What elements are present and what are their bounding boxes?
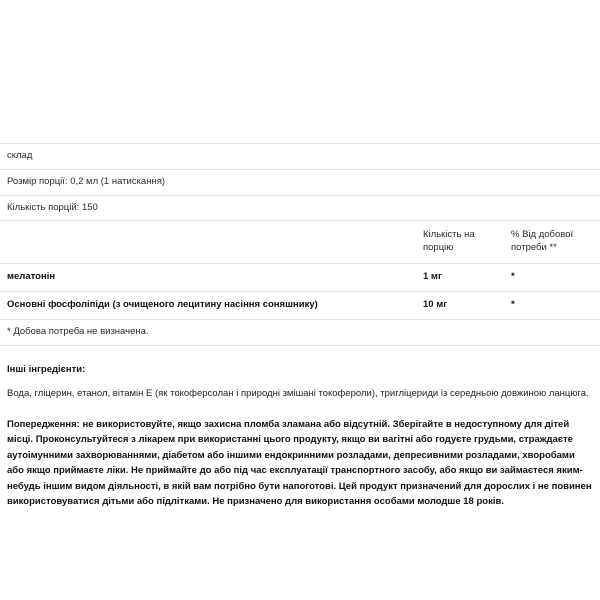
servings-per-container-text: Кількість порцій: 150: [0, 195, 600, 221]
warning-text: Попередження: не використовуйте, якщо захисна пломба зламана або відсутній. Зберігайте в недоступному для дітей місці. Проконсультуйтеся з лікарем при використанні цього продукту, якщо ви вагітні або годуєте грудьми, страждаєте аутоімунними захворюваннями, діабетом або іншими ендокринними розладами, депресивними розладами, хворобами або якщо приймаєте ліки. Не приймайте до або під час експлуатації транспортного засобу, або якщо ви займаєтеся яким-небудь іншим видом діяльності, в якій вам потрібно бути напоготові. Цей продукт призначений для дорослих і не повинен використовуватися дітьми або підлітками. Не призначено для використання особами молодше 18 років.: [7, 419, 592, 507]
nutrient-daily-value: *: [504, 264, 600, 292]
table-row-column-headers: [0, 221, 600, 264]
table-row-nutrient-melatonin: [0, 264, 600, 292]
serving-size-text: Розмір порції: 0,2 мл (1 натискання): [0, 169, 600, 195]
warning-section: [0, 417, 600, 509]
other-ingredients-heading: Інші інгредієнти:: [7, 363, 86, 375]
table-row-title: [0, 144, 600, 170]
supplement-facts-title: склад: [0, 144, 600, 170]
other-ingredients-text: Вода, гліцерин, етанол, вітамін Е (як токоферсолан і природні змішані токофероли), тригліцериди із середньою довжиною ланцюга.: [7, 387, 589, 399]
column-header-amount-per-serving: Кількість на порцію: [416, 221, 504, 264]
table-row-footnote: [0, 319, 600, 345]
nutrient-daily-value: *: [504, 291, 600, 319]
top-spacer: [0, 0, 600, 143]
nutrient-name: Основні фосфоліпіди (з очищеного лецитину насіння соняшнику): [0, 291, 416, 319]
nutrient-amount: 1 мг: [416, 264, 504, 292]
supplement-facts-table: [0, 143, 600, 346]
nutrient-amount: 10 мг: [416, 291, 504, 319]
column-header-percent-daily-value: % Від добової потреби **: [504, 221, 600, 264]
daily-value-footnote: * Добова потреба не визначена.: [0, 319, 600, 345]
other-ingredients-section: [0, 363, 600, 402]
table-row-nutrient-phospholipids: [0, 291, 600, 319]
nutrient-name: мелатонін: [0, 264, 416, 292]
column-header-name: [0, 221, 416, 264]
table-row-serving-size: [0, 169, 600, 195]
table-row-servings-per-container: [0, 195, 600, 221]
